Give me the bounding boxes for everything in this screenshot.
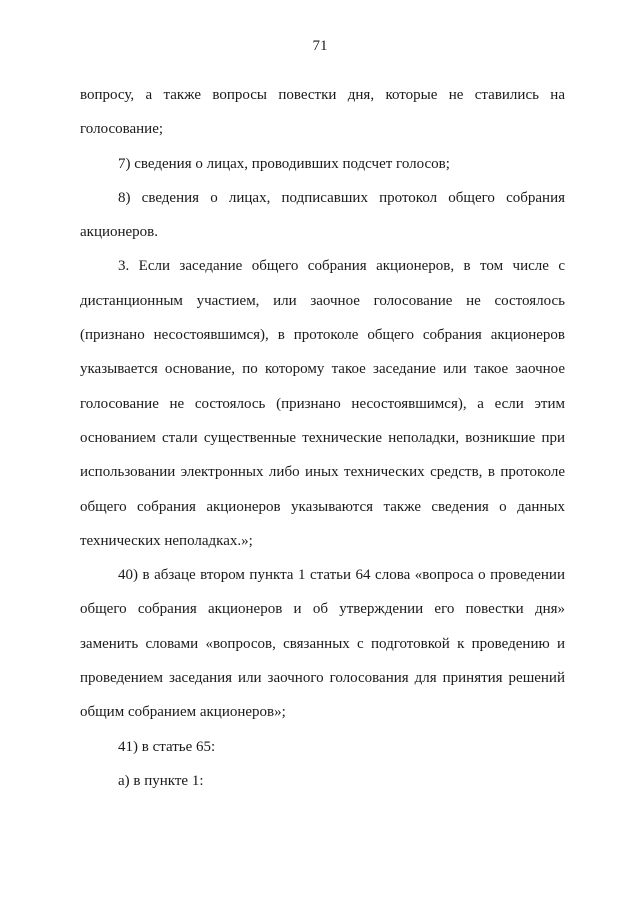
paragraph-continuation: вопросу, а также вопросы повестки дня, которые не ставились на голосование; [80,87,565,138]
document-body [80,78,565,798]
paragraph-item-7: 7) сведения о лицах, проводивших подсчет голосов; [118,155,450,172]
paragraph-subitem-a: а) в пункте 1: [118,772,204,789]
page-number: 71 [312,38,328,54]
paragraph-item-40: 40) в абзаце втором пункта 1 статьи 64 слова «вопроса о проведении общего собрания акционеров и об утверждении его повестки дня» заменить словами «вопросов, связанных с подготовкой к проведению и проведением заседания или заочного голосования для принятия решений общим собранием акционеров»; [80,567,565,721]
paragraph-clause-3: 3. Если заседание общего собрания акционеров, в том числе с дистанционным участием, или заочное голосование не состоялось (признано несостоявшимся), в протоколе общего собрания акционеров указывается основание, по которому такое заседание или такое заочное голосование не состоялось (признано несостоявшимся), а если этим основанием стали существенные технические неполадки, возникшие при использовании электронных либо иных технических средств, в протоколе общего собрания акционеров указываются также сведения о данных технических неполадках.»; [80,258,565,549]
paragraph-item-41: 41) в статье 65: [118,738,216,755]
paragraph-item-8: 8) сведения о лицах, подписавших протокол общего собрания акционеров. [80,189,565,241]
